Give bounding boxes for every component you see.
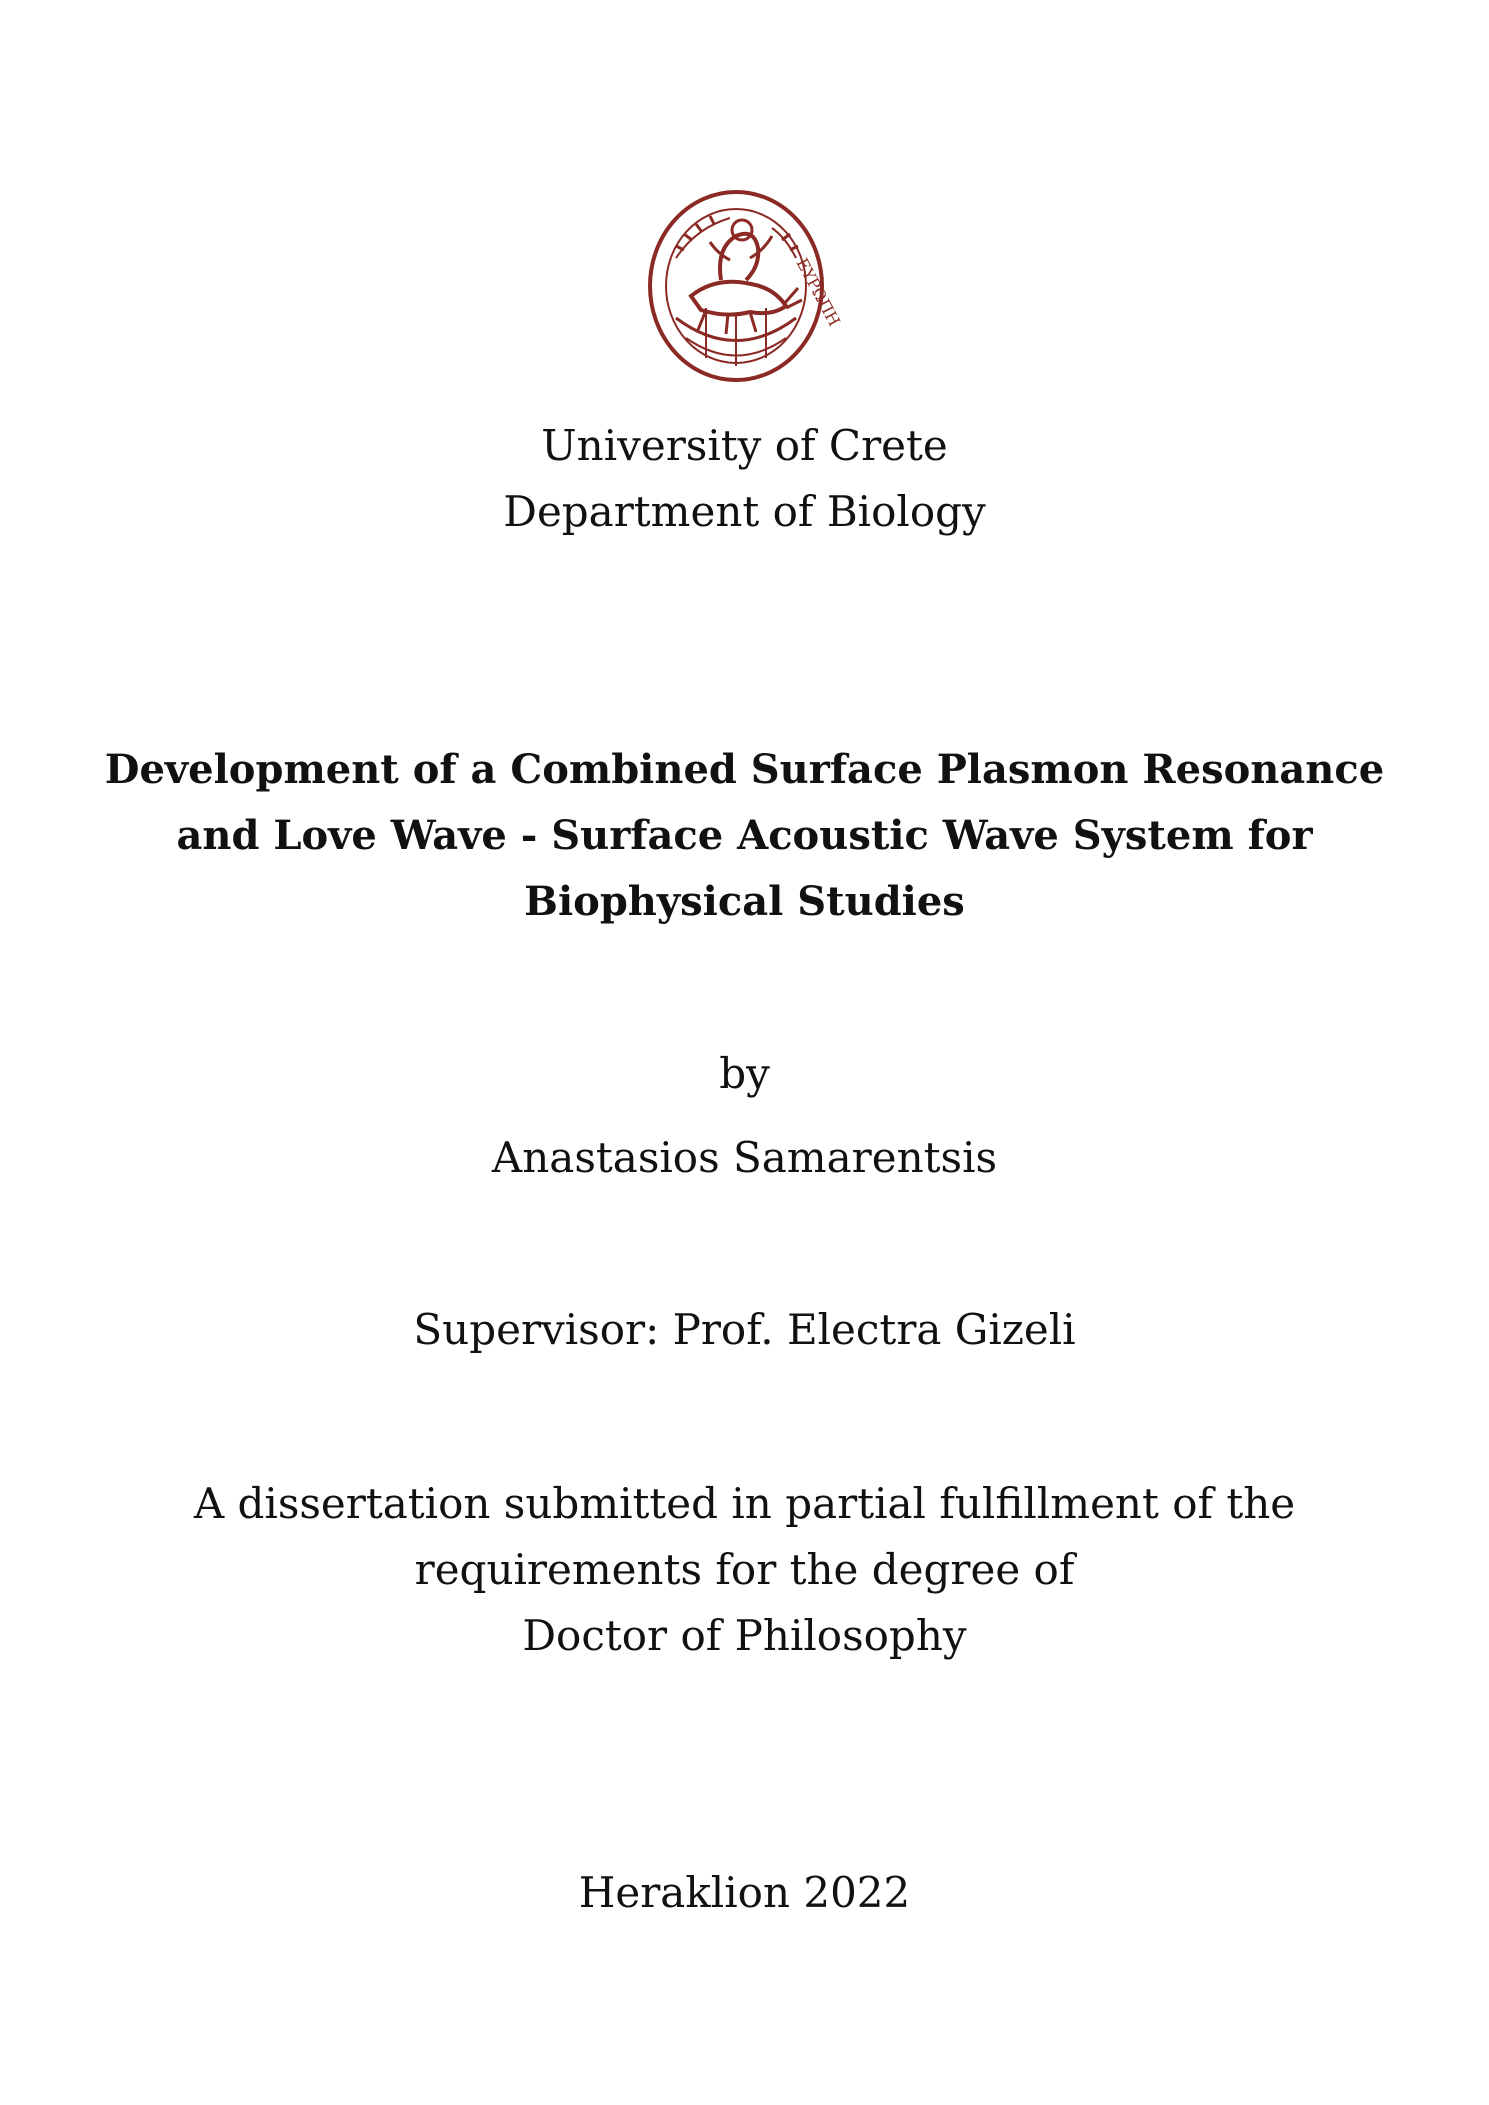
degree-statement xyxy=(0,1471,1489,1669)
university-name: University of Crete xyxy=(541,421,948,470)
seal-inscription: ΕΥΡΩΠΗ xyxy=(792,254,845,330)
author-name: Anastasios Samarentsis xyxy=(491,1133,998,1182)
dissertation-title xyxy=(0,737,1489,935)
institution-block xyxy=(0,413,1489,545)
place-and-year: Heraklion 2022 xyxy=(578,1868,911,1917)
title-line-2: and Love Wave - Surface Acoustic Wave System for xyxy=(176,812,1313,859)
title-line-1: Development of a Combined Surface Plasmon Resonance xyxy=(104,746,1385,793)
degree-line-2: requirements for the degree of xyxy=(414,1545,1075,1594)
degree-line-1: A dissertation submitted in partial fulfillment of the xyxy=(193,1479,1296,1528)
title-line-3: Biophysical Studies xyxy=(524,878,965,925)
university-seal-logo xyxy=(646,188,845,384)
supervisor-line: Supervisor: Prof. Electra Gizeli xyxy=(413,1305,1076,1354)
department-name: Department of Biology xyxy=(503,487,986,536)
degree-line-3: Doctor of Philosophy xyxy=(522,1611,967,1660)
by-label: by xyxy=(719,1049,770,1098)
